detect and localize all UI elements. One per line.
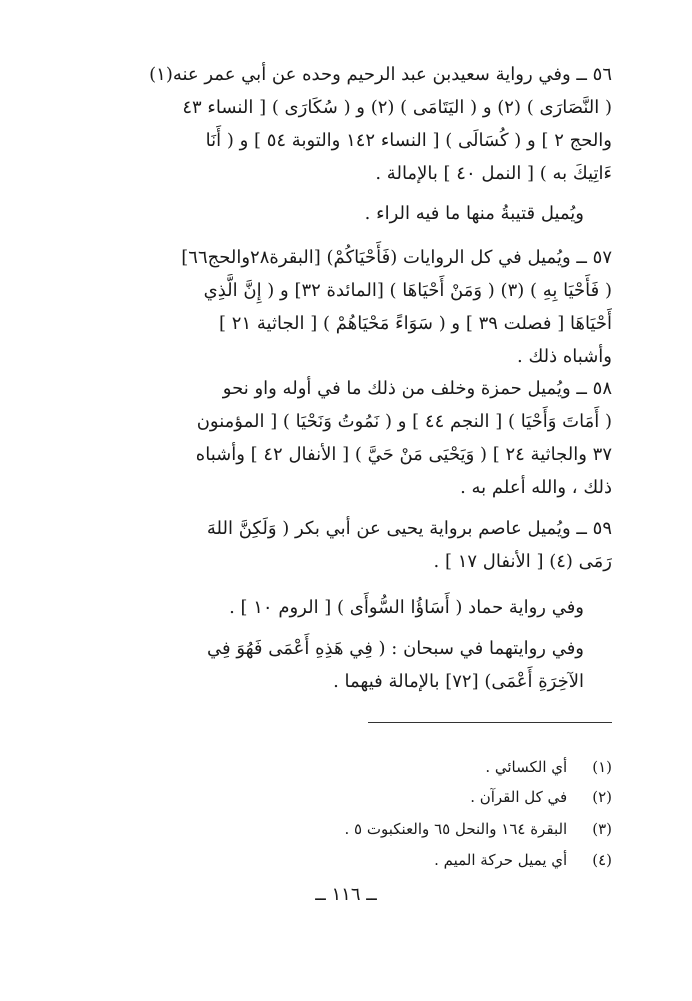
text-line: ٥٨ ــ ويُميل حمزة وخلف من ذلك ما في أوله واو نحو [222, 378, 612, 399]
paragraph-59 [94, 512, 612, 578]
text-line: ءَاتِيكَ به ) [ النمل ٤٠ ] بالإمالة . [375, 163, 612, 184]
footnote-number: (٣) [592, 820, 612, 838]
footnote-number: (٤) [592, 851, 612, 869]
text-line: ٥٩ ــ ويُميل عاصم برواية يحيى عن أبي بكر ( وَلَكِنَّ اللهَ [206, 518, 612, 539]
text-line: وأشباه ذلك . [517, 346, 612, 367]
text-line: ( أَمَاتَ وَأَحْيَا ) [ النجم ٤٤ ] و ( نَمُوتُ وَنَحْيَا ) [ المؤمنون [196, 411, 612, 432]
footnote-number: (١) [592, 758, 612, 776]
text-line: ذلك ، والله أعلم به . [460, 477, 612, 498]
paragraph-58 [94, 372, 612, 504]
footnote-text: البقرة ١٦٤ والنحل ٦٥ والعنكبوت ٥ . [344, 820, 568, 838]
paragraph-56 [94, 58, 612, 190]
paragraph-57 [94, 241, 612, 373]
footnote-3 [92, 818, 612, 840]
footnote-text: أي يميل حركة الميم . [434, 851, 568, 869]
footnote-text: أي الكسائي . [485, 758, 568, 776]
text-line: وفي روايتهما في سبحان : ( فِي هَذِهِ أَعْمَى فَهُوَ فِي [207, 638, 584, 659]
paragraph-59-hammad [66, 591, 612, 624]
page-number: ــ ١١٦ ــ [315, 884, 377, 905]
footnote-4 [92, 849, 612, 871]
footnote-divider [368, 722, 612, 723]
text-line: ( النَّصَارَى ) (٢) و ( اليَتَامَى ) (٢) و ( سُكَارَى ) [ النساء ٤٣ [182, 97, 612, 118]
footnote-2 [92, 786, 612, 808]
footnote-number: (٢) [592, 788, 612, 806]
text-line: رَمَى (٤) [ الأنفال ١٧ ] . [433, 551, 612, 572]
footnote-1 [92, 756, 612, 778]
text-line: الآخِرَةِ أَعْمَى) [٧٢] بالإمالة فيهما . [333, 671, 584, 692]
text-line: والحج ٢ ] و ( كُسَالَى ) [ النساء ١٤٢ والتوبة ٥٤ ] و ( أَنَا [205, 130, 612, 151]
text-line: ٣٧ والجاثية ٢٤ ] ( وَيَحْيَى مَنْ حَيَّ ) [ الأنفال ٤٢ ] وأشباه [195, 444, 612, 465]
text-line: ويُميل قتيبةُ منها ما فيه الراء . [364, 203, 584, 224]
paragraph-56-note [66, 197, 612, 230]
paragraph-59-subhan [66, 632, 612, 698]
footnote-text: في كل القرآن . [470, 788, 568, 806]
text-line: أَحْيَاهَا [ فصلت ٣٩ ] و ( سَوَاءً مَحْيَاهُمْ ) [ الجاثية ٢١ ] [219, 313, 612, 334]
text-line: وفي رواية حماد ( أَسَاؤُا السُّوأَى ) [ الروم ١٠ ] . [229, 597, 584, 618]
text-line: ( فَأَحْيَا بِهِ ) (٣) ( وَمَنْ أَحْيَاهَا ) [المائدة ٣٢] و ( إِنَّ الَّذِي [203, 280, 612, 301]
text-line: ٥٧ ــ ويُميل في كل الروايات (فَأَحْيَاكُمْ) [البقرة٢٨والحج٦٦] [181, 247, 612, 268]
text-line: ٥٦ ــ وفي رواية سعيدبن عبد الرحيم وحده عن أبي عمر عنه(١) [149, 64, 612, 85]
